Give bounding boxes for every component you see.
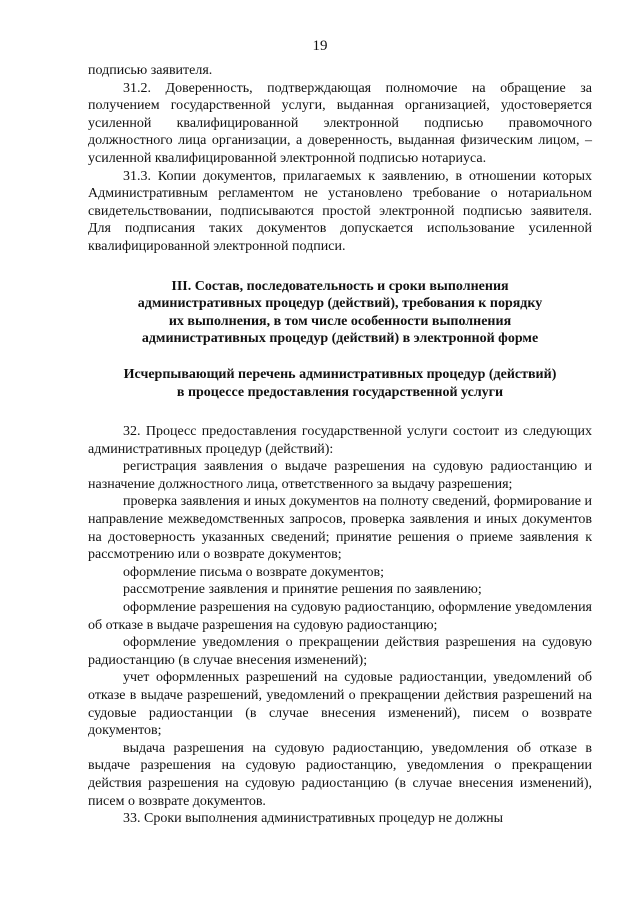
- list-item: проверка заявления и иных документов на полноту сведений, формирование и направление межведомственных запросов, проверка заявления и иных документов на достоверность указанных сведений; принятие решения о приеме заявления к рассмотрению или о возврате документов;: [88, 494, 592, 563]
- list-item: оформление уведомления о прекращении действия разрешения на судовую радиостанцию (в случае внесения изменений);: [88, 635, 592, 668]
- list-item: оформление разрешения на судовую радиостанцию, оформление уведомления об отказе в выдаче разрешения на судовую радиостанцию;: [88, 600, 592, 633]
- section-heading-line: их выполнения, в том числе особенности выполнения: [168, 313, 512, 329]
- list-item: рассмотрение заявления и принятие решения по заявлению;: [123, 582, 482, 598]
- paragraph-31-2: 31.2. Доверенность, подтверждающая полномочие на обращение за получением государственной услуги, выданная организацией, удостоверяется усиленной квалифицированной электронной подписью правомочного должностного лица организации, а доверенность, выданная физическим лицом, – усиленной квалифицированной электронной подписью нотариуса.: [88, 80, 592, 166]
- list-item: учет оформленных разрешений на судовые радиостанции, уведомлений об отказе в выдаче разрешений, уведомлений о прекращении действия разрешений на судовые радиостанции (в случае внесения изменений), писем о возврате документов;: [88, 670, 592, 739]
- page-content: [88, 62, 592, 828]
- paragraph-continuation: подписью заявителя.: [88, 63, 213, 78]
- paragraph-32: 32. Процесс предоставления государственной услуги состоит из следующих административных процедур (действий):: [88, 424, 592, 457]
- list-item: выдача разрешения на судовую радиостанцию, уведомления об отказе в выдаче разрешения на судовую радиостанцию, уведомления о прекращении действия разрешения на судовую радиостанцию (в случае внесения изменений), писем о возврате документов.: [88, 740, 592, 809]
- paragraph-33: 33. Сроки выполнения административных процедур не должны: [123, 811, 504, 827]
- section-heading-line: административных процедур (действий) в электронной форме: [141, 331, 539, 347]
- subsection-heading: [88, 366, 592, 401]
- subsection-heading-line: Исчерпывающий перечень административных процедур (действий): [123, 366, 557, 382]
- list-item: оформление письма о возврате документов;: [123, 564, 385, 580]
- section-heading-line: III. Состав, последовательность и сроки выполнения: [171, 278, 509, 294]
- subsection-heading-line: в процессе предоставления государственной услуги: [176, 384, 504, 400]
- section-heading-line: административных процедур (действий), требования к порядку: [137, 296, 543, 312]
- page-number: 19: [312, 38, 328, 54]
- paragraph-31-3: 31.3. Копии документов, прилагаемых к заявлению, в отношении которых Административным регламентом не установлено требование о нотариальном свидетельствовании, подписываются простой электронной подписью заявителя. Для подписания таких документов допускается использование усиленной квалифицированной электронной подписи.: [88, 168, 592, 254]
- section-heading: [88, 278, 592, 348]
- list-item: регистрация заявления о выдаче разрешения на судовую радиостанцию и назначение должностного лица, ответственного за выдачу разрешения;: [88, 459, 592, 492]
